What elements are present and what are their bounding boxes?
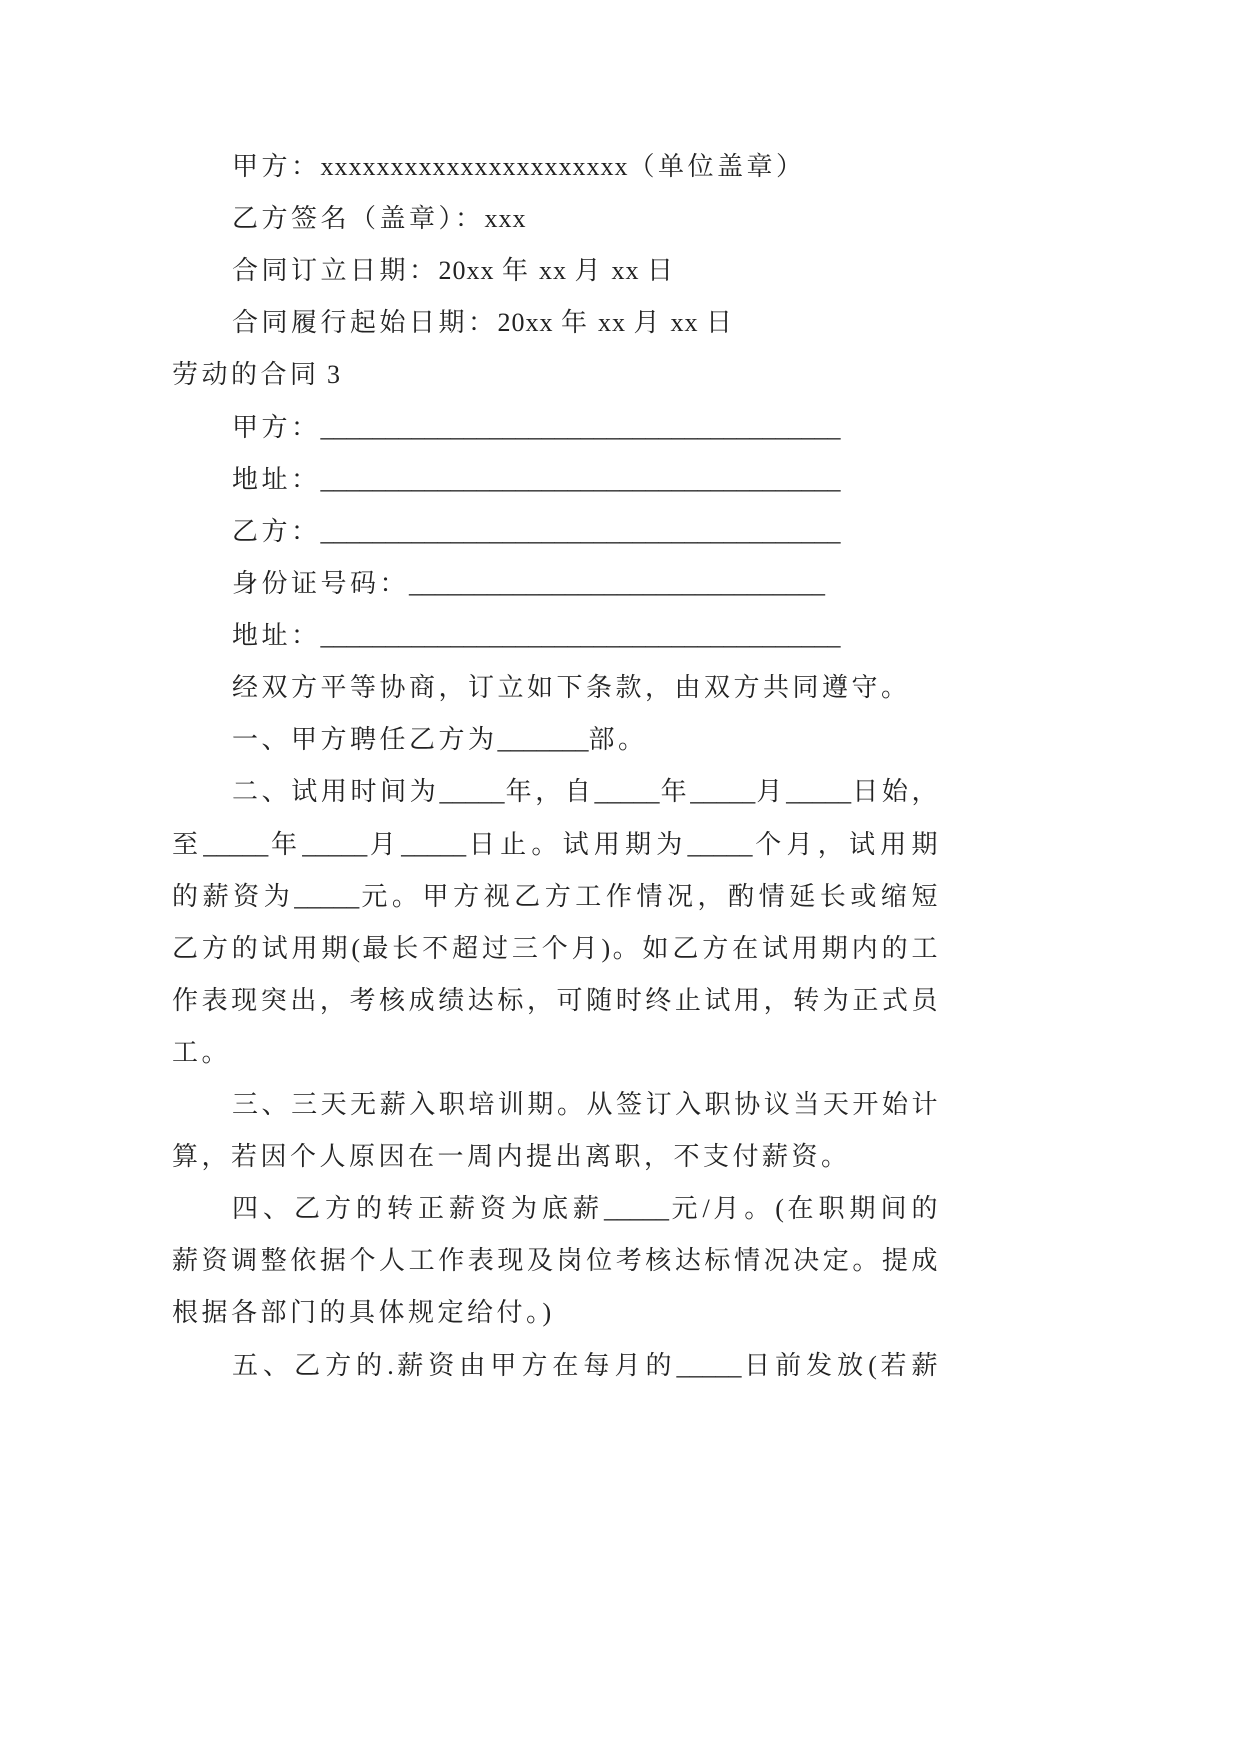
clause-1-line: 一、甲方聘任乙方为_______部。 <box>232 725 648 754</box>
clause-2-line: 乙方的试用期(最长不超过三个月)。如乙方在试用期内的工 <box>172 934 940 963</box>
party-b-field: 乙方：________________________________________ <box>232 517 841 546</box>
party-a-address-field: 地址：________________________________________ <box>232 465 841 494</box>
fill-in-blank: _____ <box>676 1351 742 1380</box>
clause-2-line: 二、试用时间为_____年，自_____年_____月_____日始， <box>232 777 940 806</box>
fill-in-blank: ________________________________________ <box>320 517 841 546</box>
fill-in-blank: _____ <box>594 777 660 806</box>
party-b-signature-line: 乙方签名（盖章）：xxx <box>232 204 527 233</box>
party-a-field: 甲方：________________________________________ <box>232 413 841 442</box>
clause-4-line: 四、乙方的转正薪资为底薪_____元/月。(在职期间的 <box>232 1194 940 1223</box>
latin-text-run: 20xx <box>438 256 503 285</box>
latin-text-run: 20xx <box>497 308 562 337</box>
fill-in-blank: _____ <box>294 882 360 911</box>
fill-in-blank: _____ <box>302 830 368 859</box>
fill-in-blank: _______ <box>497 725 589 754</box>
clause-2-line: 作表现突出，考核成绩达标，可随时终止试用，转为正式员 <box>172 986 940 1015</box>
fill-in-blank: _____ <box>687 830 753 859</box>
start-date-line: 合同履行起始日期：20xx 年 xx 月 xx 日 <box>232 308 736 337</box>
clause-2-line: 至_____年_____月_____日止。试用期为_____个月，试用期 <box>172 830 940 859</box>
latin-text-run: xxx <box>484 204 527 233</box>
fill-in-blank: _____ <box>786 777 852 806</box>
clause-3-line: 三、三天无薪入职培训期。从签订入职协议当天开始计 <box>232 1090 940 1119</box>
clause-2-line: 工。 <box>172 1038 232 1067</box>
clause-2-line: 的薪资为_____元。甲方视乙方工作情况，酌情延长或缩短 <box>172 882 940 911</box>
fill-in-blank: ________________________________________ <box>320 465 841 494</box>
fill-in-blank: _____ <box>401 830 467 859</box>
fill-in-blank: _____ <box>439 777 505 806</box>
latin-text-run: / <box>702 1194 711 1223</box>
preamble-text: 经双方平等协商，订立如下条款，由双方共同遵守。 <box>232 673 911 702</box>
fill-in-blank: _____ <box>604 1194 670 1223</box>
latin-text-run: xx <box>604 256 648 285</box>
latin-text-run: xx <box>663 308 707 337</box>
latin-text-run: ( <box>351 934 362 963</box>
party-b-address-field: 地址：________________________________________ <box>232 621 841 650</box>
fill-in-blank: ________________________________________ <box>320 413 841 442</box>
fill-in-blank: _____ <box>690 777 756 806</box>
latin-text-run: xx <box>590 308 634 337</box>
clause-3-line: 算，若因个人原因在一周内提出离职，不支付薪资。 <box>172 1142 851 1171</box>
latin-text-run: xxxxxxxxxxxxxxxxxxxxxx <box>320 152 629 181</box>
latin-text-run: xx <box>531 256 575 285</box>
latin-text-run: ( <box>775 1194 785 1223</box>
signing-date-line: 合同订立日期：20xx 年 xx 月 xx 日 <box>232 256 677 285</box>
latin-text-run: 3 <box>319 360 342 389</box>
party-a-seal-line: 甲方：xxxxxxxxxxxxxxxxxxxxxx（单位盖章） <box>232 152 806 181</box>
clause-4-line: 薪资调整依据个人工作表现及岗位考核达标情况决定。提成 <box>172 1246 940 1275</box>
clause-5-line: 五、乙方的.薪资由甲方在每月的_____日前发放(若薪 <box>232 1351 940 1380</box>
latin-text-run: ( <box>868 1351 878 1380</box>
party-b-id-number-field: 身份证号码：________________________________ <box>232 569 826 598</box>
section-title: 劳动的合同 3 <box>172 360 342 389</box>
latin-text-run: . <box>387 1351 395 1380</box>
fill-in-blank: _____ <box>203 830 269 859</box>
latin-text-run: ) <box>601 934 612 963</box>
fill-in-blank: ________________________________ <box>409 569 826 598</box>
latin-text-run: ) <box>542 1298 553 1327</box>
clause-4-line: 根据各部门的具体规定给付。) <box>172 1298 553 1327</box>
fill-in-blank: ________________________________________ <box>320 621 841 650</box>
